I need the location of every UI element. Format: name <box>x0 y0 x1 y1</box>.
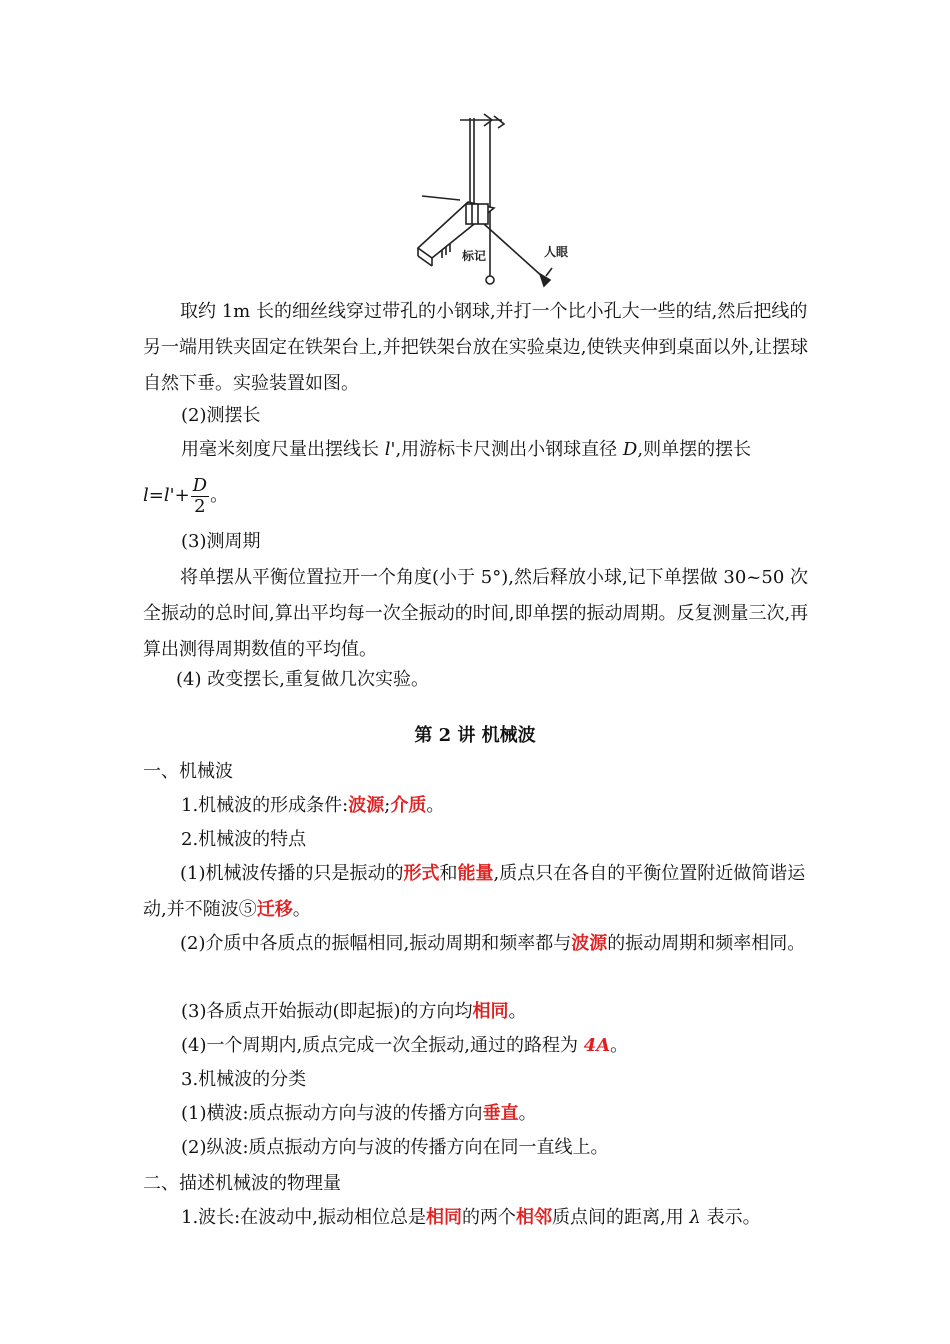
pendulum-diagram <box>412 108 582 290</box>
highlight-wave-source: 波源 <box>348 795 385 816</box>
step2-text-b: ,用游标卡尺测出小钢球直径 <box>395 439 623 460</box>
item1-text: 1.机械波的形成条件: <box>181 795 349 816</box>
highlight-4a: 4A <box>583 1035 611 1056</box>
fraction-denominator: 2 <box>194 495 206 517</box>
formula-end: 。 <box>210 485 229 506</box>
mark-label: 标记 <box>462 249 487 263</box>
sec1-point4 <box>181 1034 628 1058</box>
c1-text-a: (1)横波:质点振动方向与波的传播方向 <box>181 1103 483 1124</box>
sec1-item1 <box>181 794 444 818</box>
step2-text-c: ,则单摆的摆长 <box>637 439 752 460</box>
var-l-prime: l' <box>384 439 396 460</box>
section2-title: 二、描述机械波的物理量 <box>143 1173 341 1194</box>
p1-text-b: 和 <box>439 863 458 884</box>
step2-title: (2)测摆长 <box>181 405 261 426</box>
var-d: D <box>622 439 638 460</box>
p1-text-c: ,质点只在各自的平衡位置附近做简谐运动,并不随波⑤ <box>143 863 806 920</box>
highlight-perpendicular: 垂直 <box>482 1103 519 1124</box>
p1-end: 。 <box>292 899 311 920</box>
step3-title: (3)测周期 <box>181 531 261 552</box>
highlight-adjacent: 相邻 <box>515 1207 552 1228</box>
highlight-same-phase: 相同 <box>425 1207 462 1228</box>
item1-end: 。 <box>426 795 445 816</box>
c1-end: 。 <box>518 1103 537 1124</box>
p4-text-a: (4)一个周期内,质点完成一次全振动,通过的路程为 <box>181 1035 584 1056</box>
section1-title: 一、机械波 <box>143 761 233 782</box>
formula-plus: + <box>174 485 190 506</box>
highlight-migrate: 迁移 <box>256 899 293 920</box>
step4-line: (4) 改变摆长,重复做几次实验。 <box>176 669 429 690</box>
highlight-same: 相同 <box>472 1001 509 1022</box>
highlight-medium: 介质 <box>390 795 427 816</box>
sec1-point2 <box>143 926 809 962</box>
sec1-class2: (2)纵波:质点振动方向与波的传播方向在同一直线上。 <box>181 1137 609 1158</box>
eye-label: 人眼 <box>544 245 569 259</box>
p3-text-a: (3)各质点开始振动(即起振)的方向均 <box>181 1001 473 1022</box>
step3-paragraph: 将单摆从平衡位置拉开一个角度(小于 5°),然后释放小球,记下单摆做 30~50 次全振动的总时间,算出平均每一次全振动的时间,即单摆的振动周期。反复测量三次,再算出测得周期数值的平均值。 <box>143 567 809 660</box>
pendulum-length-formula <box>143 474 228 518</box>
step2-text-a: 用毫米刻度尺量出摆线长 <box>181 439 385 460</box>
highlight-wave-source-2: 波源 <box>571 933 608 954</box>
sec1-point1 <box>143 856 809 928</box>
formula-equals: = <box>148 485 164 506</box>
sec1-item2: 2.机械波的特点 <box>181 829 307 850</box>
p3-end: 。 <box>508 1001 527 1022</box>
p2-text-a: (2)介质中各质点的振幅相同,振动周期和频率都与 <box>180 933 572 954</box>
w1-text-a: 1.波长:在波动中,振动相位总是 <box>181 1207 426 1228</box>
item1-sep: ; <box>384 795 391 816</box>
highlight-form: 形式 <box>403 863 440 884</box>
step2-line1 <box>181 438 751 462</box>
sec2-wavelength <box>181 1206 761 1230</box>
sec1-item3: 3.机械波的分类 <box>181 1069 307 1090</box>
p1-text-a: (1)机械波传播的只是振动的 <box>180 863 404 884</box>
formula-rhs: l' <box>163 485 175 506</box>
sec1-class1 <box>181 1102 537 1126</box>
p4-end: 。 <box>610 1035 629 1056</box>
lambda-symbol: λ <box>689 1207 701 1228</box>
w1-end: 表示。 <box>700 1207 761 1228</box>
w1-text-b: 的两个 <box>461 1207 516 1228</box>
sec1-point3 <box>181 1000 527 1024</box>
fraction <box>191 476 209 517</box>
formula-lhs: l <box>143 485 149 506</box>
highlight-energy: 能量 <box>457 863 494 884</box>
pendulum-apparatus-figure <box>412 108 582 290</box>
fraction-numerator: D <box>192 474 208 496</box>
lecture-heading: 第 2 讲 机械波 <box>414 725 536 746</box>
step1-paragraph: 取约 1m 长的细丝线穿过带孔的小钢球,并打一个比小孔大一些的结,然后把线的另一端用铁夹固定在铁架台上,并把铁架台放在实验桌边,使铁夹伸到桌面以外,让摆球自然下垂。实验装置如图。 <box>143 301 809 394</box>
p2-text-b: 的振动周期和频率相同。 <box>607 933 806 954</box>
w1-text-c: 质点间的距离,用 <box>551 1207 690 1228</box>
